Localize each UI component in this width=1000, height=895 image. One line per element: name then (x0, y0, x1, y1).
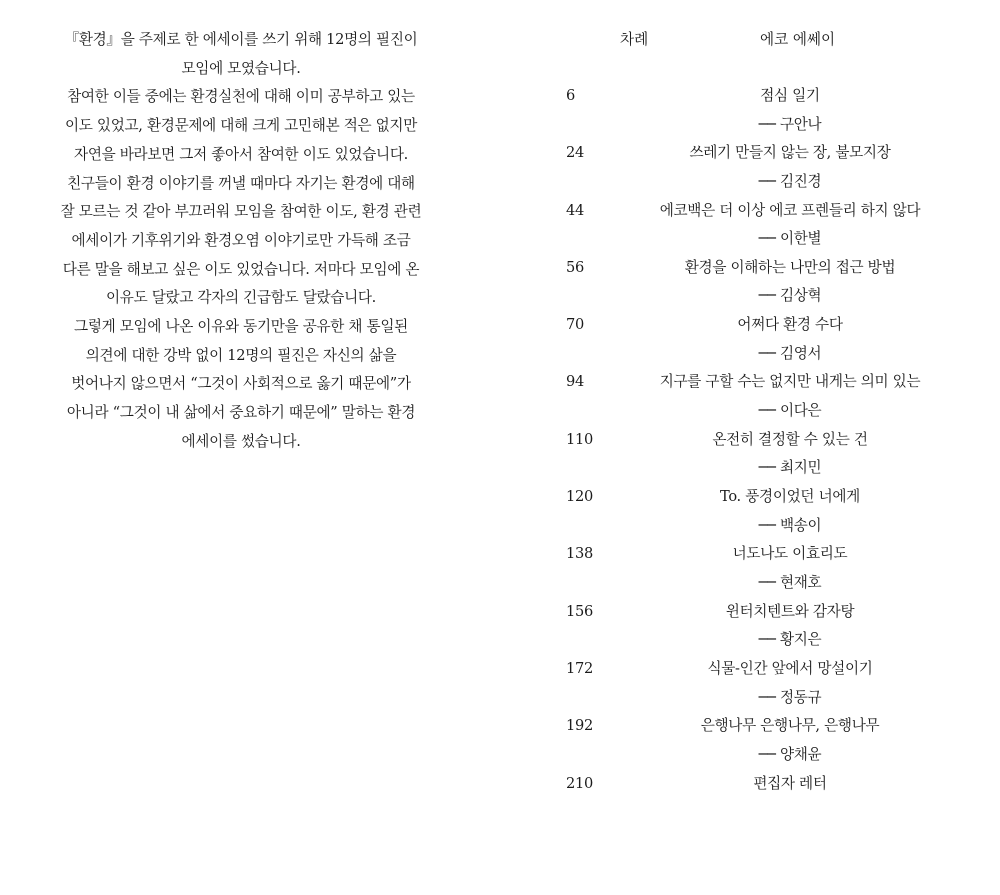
toc-entry[interactable] (566, 483, 966, 540)
toc-entry[interactable] (566, 712, 966, 769)
intro-line: 친구들이 환경 이야기를 꺼낼 때마다 자기는 환경에 대해 (67, 174, 415, 192)
toc-essay-title: 점심 일기 (760, 87, 820, 104)
toc-essay-title: 식물-인간 앞에서 망설이기 (707, 659, 873, 677)
toc-author: ── 이한별 (758, 230, 822, 248)
toc-page-number: 210 (566, 774, 593, 792)
toc-essay-title: 쓰레기 만들지 않는 장, 불모지장 (689, 144, 891, 162)
toc-author: ── 백송이 (758, 516, 822, 534)
toc-entry[interactable] (566, 311, 966, 368)
toc-author: ── 양채윤 (758, 745, 822, 763)
intro-line: 모임에 모였습니다. (181, 59, 301, 77)
toc-page-number: 94 (566, 373, 584, 391)
introduction-text (22, 26, 460, 457)
toc-page-number: 6 (566, 87, 575, 104)
toc-author: ── 최지민 (758, 459, 822, 477)
toc-header (0, 26, 1000, 54)
toc-entry[interactable] (566, 770, 966, 827)
toc-essay-title: 너도나도 이효리도 (732, 545, 848, 563)
toc-author: ── 이다은 (758, 402, 822, 420)
toc-entry[interactable] (566, 197, 966, 254)
toc-essay-title: 지구를 구할 수는 없지만 내게는 의미 있는 (659, 373, 921, 391)
toc-heading: 차례 (620, 31, 649, 48)
toc-essay-title: 윈터치텐트와 감자탕 (725, 602, 855, 620)
toc-essay-title: 어쩌다 환경 수다 (737, 316, 843, 334)
toc-entry[interactable] (566, 254, 966, 311)
toc-page-number: 138 (566, 545, 593, 563)
toc-author: ── 김진경 (758, 172, 822, 190)
toc-page-number: 24 (566, 144, 584, 162)
toc-essay-title: 편집자 레터 (753, 774, 827, 792)
intro-line: 다른 말을 해보고 싶은 이도 있었습니다. 저마다 모임에 온 (62, 260, 420, 278)
toc-page-number: 192 (566, 717, 593, 735)
toc-entry[interactable] (566, 139, 966, 196)
toc-author: ── 김상혁 (758, 287, 822, 305)
book-title: 에코 에쎄이 (760, 31, 836, 48)
toc-page-number: 70 (566, 316, 584, 334)
toc-author: ── 현재호 (758, 573, 822, 591)
intro-line: 벗어나지 않으면서 “그것이 사회적으로 옳기 때문에”가 (71, 375, 411, 393)
toc-page-number: 172 (566, 659, 593, 677)
toc-entry[interactable] (566, 655, 966, 712)
toc-author: ── 구안나 (758, 115, 822, 133)
toc-essay-title: 에코백은 더 이상 에코 프렌들리 하지 않다 (659, 201, 921, 219)
intro-line: 에세이를 썼습니다. (181, 432, 301, 450)
toc-page-number: 56 (566, 258, 584, 276)
toc-essay-title: 환경을 이해하는 나만의 접근 방법 (684, 258, 896, 276)
intro-line: 『환경』을 주제로 한 에세이를 쓰기 위해 12명의 필진이 (64, 31, 418, 48)
toc-author: ── 정동규 (758, 688, 822, 706)
toc-essay-title: 은행나무 은행나무, 은행나무 (700, 717, 880, 735)
table-of-contents (566, 82, 966, 827)
intro-line: 그렇게 모임에 나온 이유와 동기만을 공유한 채 통일된 (74, 318, 408, 336)
toc-entry[interactable] (566, 82, 966, 139)
toc-page-number: 156 (566, 602, 593, 620)
toc-page-number: 110 (566, 430, 593, 448)
intro-line: 잘 모르는 것 같아 부끄러워 모임을 참여한 이도, 환경 관련 (60, 203, 422, 221)
toc-author: ── 김영서 (758, 344, 822, 362)
intro-line: 에세이가 기후위기와 환경오염 이야기로만 가득해 조금 (71, 231, 411, 249)
toc-entry[interactable] (566, 540, 966, 597)
toc-essay-title: To. 풍경이었던 너에게 (720, 488, 860, 506)
intro-line: 이유도 달랐고 각자의 긴급함도 달랐습니다. (105, 289, 377, 307)
toc-page-number: 120 (566, 488, 593, 506)
intro-line: 자연을 바라보면 그저 좋아서 참여한 이도 있었습니다. (74, 145, 408, 163)
toc-entry[interactable] (566, 426, 966, 483)
intro-line: 참여한 이들 중에는 환경실천에 대해 이미 공부하고 있는 (67, 88, 415, 106)
intro-line: 의견에 대한 강박 없이 12명의 필진은 자신의 삶을 (85, 346, 397, 364)
toc-page-number: 44 (566, 201, 584, 219)
toc-entry[interactable] (566, 598, 966, 655)
intro-line: 아니라 “그것이 내 삶에서 중요하기 때문에” 말하는 환경 (66, 404, 416, 422)
toc-entry[interactable] (566, 368, 966, 425)
toc-essay-title: 온전히 결정할 수 있는 건 (712, 430, 868, 448)
intro-line: 이도 있었고, 환경문제에 대해 크게 고민해본 적은 없지만 (64, 117, 418, 135)
toc-author: ── 황지은 (758, 631, 822, 649)
